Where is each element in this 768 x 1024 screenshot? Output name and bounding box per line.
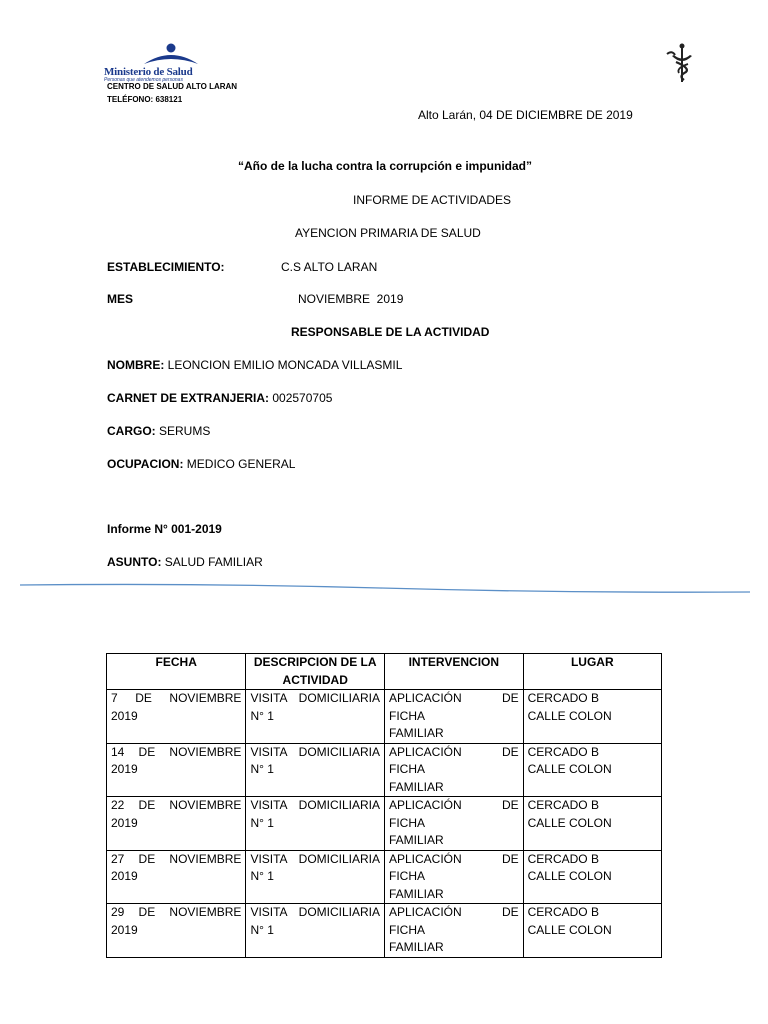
year-motto: “Año de la lucha contra la corrupción e impunidad” [237, 159, 533, 173]
ocupacion-value: MEDICO GENERAL [183, 457, 296, 471]
intervencion-line-2: FAMILIAR [389, 779, 444, 794]
cell-intervencion [385, 797, 524, 851]
caduceus-icon [664, 42, 700, 84]
cell-intervencion [385, 743, 524, 797]
fecha-line-1: 14 DE NOVIEMBRE [111, 744, 242, 759]
cell-fecha [107, 743, 246, 797]
carnet-label: CARNET DE EXTRANJERIA: [107, 391, 270, 405]
cell-intervencion [385, 904, 524, 958]
header-intervencion: INTERVENCION [385, 654, 524, 690]
cell-intervencion [385, 690, 524, 744]
cell-descripcion [246, 797, 385, 851]
lugar-line-2: CALLE COLON [527, 762, 612, 776]
intervencion-line-1: APLICACIÓN DE FICHA [389, 851, 519, 883]
nombre-value: LEONCION EMILIO MONCADA VILLASMIL [164, 358, 403, 372]
informe-number: Informe N° 001-2019 [107, 522, 222, 536]
asunto-label: ASUNTO: [107, 555, 162, 569]
cell-fecha [107, 797, 246, 851]
header-fecha: FECHA [107, 654, 246, 690]
intervencion-line-1: APLICACIÓN DE FICHA [389, 744, 519, 776]
lugar-line-2: CALLE COLON [527, 815, 612, 830]
cell-descripcion [246, 690, 385, 744]
descripcion-line-2: N° 1 [250, 762, 274, 776]
carnet-line [107, 391, 332, 405]
intervencion-line-2: FAMILIAR [389, 940, 444, 954]
fecha-line-2: 2019 [111, 815, 138, 830]
cell-descripcion [246, 904, 385, 958]
nombre-line [107, 358, 402, 372]
descripcion-line-2: N° 1 [250, 869, 274, 883]
ministerio-logo-mark [104, 42, 238, 68]
fecha-line-1: 22 DE NOVIEMBRE [111, 798, 242, 812]
asunto-line [107, 555, 263, 569]
intervencion-line-2: FAMILIAR [389, 833, 444, 847]
document-title: INFORME DE ACTIVIDADES [353, 193, 512, 207]
lugar-line-1: CERCADO B [527, 905, 599, 919]
lugar-line-1: CERCADO B [527, 798, 599, 812]
cell-descripcion [246, 850, 385, 904]
descripcion-line-1: VISITA DOMICILIARIA [250, 691, 380, 705]
lugar-line-2: CALLE COLON [527, 708, 612, 723]
cargo-label: CARGO: [107, 424, 156, 438]
descripcion-line-1: VISITA DOMICILIARIA [250, 798, 380, 812]
establecimiento-label: ESTABLECIMIENTO: [107, 260, 225, 274]
center-name: CENTRO DE SALUD ALTO LARAN [107, 82, 238, 91]
fecha-line-1: 27 DE NOVIEMBRE [111, 851, 242, 866]
asunto-value: SALUD FAMILIAR [161, 555, 263, 569]
cell-fecha [107, 850, 246, 904]
descripcion-line-1: VISITA DOMICILIARIA [250, 905, 380, 919]
establecimiento-value: C.S ALTO LARAN [281, 260, 378, 274]
intervencion-line-1: APLICACIÓN DE FICHA [389, 905, 519, 937]
cargo-value: SERUMS [155, 424, 211, 438]
mes-label: MES [107, 292, 134, 306]
descripcion-line-1: VISITA DOMICILIARIA [250, 851, 380, 866]
carnet-value: 002570705 [269, 391, 333, 405]
fecha-line-1: 7 DE NOVIEMBRE [111, 691, 242, 705]
fecha-line-2: 2019 [111, 762, 138, 776]
lugar-line-2: CALLE COLON [527, 922, 612, 937]
lugar-line-1: CERCADO B [527, 851, 599, 866]
fecha-line-2: 2019 [111, 708, 138, 723]
cell-fecha [107, 690, 246, 744]
ocupacion-line [107, 457, 295, 471]
cell-fecha [107, 904, 246, 958]
fecha-line-2: 2019 [111, 922, 138, 937]
intervencion-line-1: APLICACIÓN DE FICHA [389, 798, 519, 830]
table-row [107, 850, 662, 904]
descripcion-line-2: N° 1 [250, 815, 274, 830]
intervencion-line-2: FAMILIAR [389, 726, 444, 740]
divider-line [20, 579, 750, 595]
table-row [107, 743, 662, 797]
fecha-line-2: 2019 [111, 869, 138, 883]
lugar-line-2: CALLE COLON [527, 869, 612, 883]
responsable-heading: RESPONSABLE DE LA ACTIVIDAD [291, 325, 490, 339]
mes-value: NOVIEMBRE 2019 [298, 292, 404, 306]
center-phone: TELÉFONO: 638121 [107, 95, 183, 104]
table-header-row [107, 654, 662, 690]
fecha-line-1: 29 DE NOVIEMBRE [111, 905, 242, 919]
lugar-line-1: CERCADO B [527, 691, 599, 705]
cell-lugar [523, 904, 661, 958]
descripcion-line-1: VISITA DOMICILIARIA [250, 744, 380, 759]
cargo-line [107, 424, 210, 438]
intervencion-line-2: FAMILIAR [389, 886, 444, 901]
document-subtitle: AYENCION PRIMARIA DE SALUD [295, 226, 481, 240]
logo-text: Ministerio de Salud [104, 66, 193, 78]
table-row [107, 904, 662, 958]
activities-table [106, 653, 662, 958]
ministerio-logo [104, 42, 238, 82]
cell-lugar [523, 850, 661, 904]
descripcion-line-2: N° 1 [250, 922, 274, 937]
cell-intervencion [385, 850, 524, 904]
date-line: Alto Larán, 04 DE DICIEMBRE DE 2019 [418, 108, 633, 122]
nombre-label: NOMBRE: [107, 358, 165, 372]
cell-descripcion [246, 743, 385, 797]
ocupacion-label: OCUPACION: [107, 457, 184, 471]
table-row [107, 797, 662, 851]
cell-lugar [523, 743, 661, 797]
descripcion-line-2: N° 1 [250, 708, 274, 723]
lugar-line-1: CERCADO B [527, 744, 599, 759]
table-row [107, 690, 662, 744]
header-lugar: LUGAR [523, 654, 661, 690]
logo-tagline: Personas que atendemos personas [104, 77, 183, 83]
cell-lugar [523, 690, 661, 744]
cell-lugar [523, 797, 661, 851]
intervencion-line-1: APLICACIÓN DE FICHA [389, 691, 519, 723]
header-descripcion: DESCRIPCION DE LA ACTIVIDAD [246, 654, 385, 690]
